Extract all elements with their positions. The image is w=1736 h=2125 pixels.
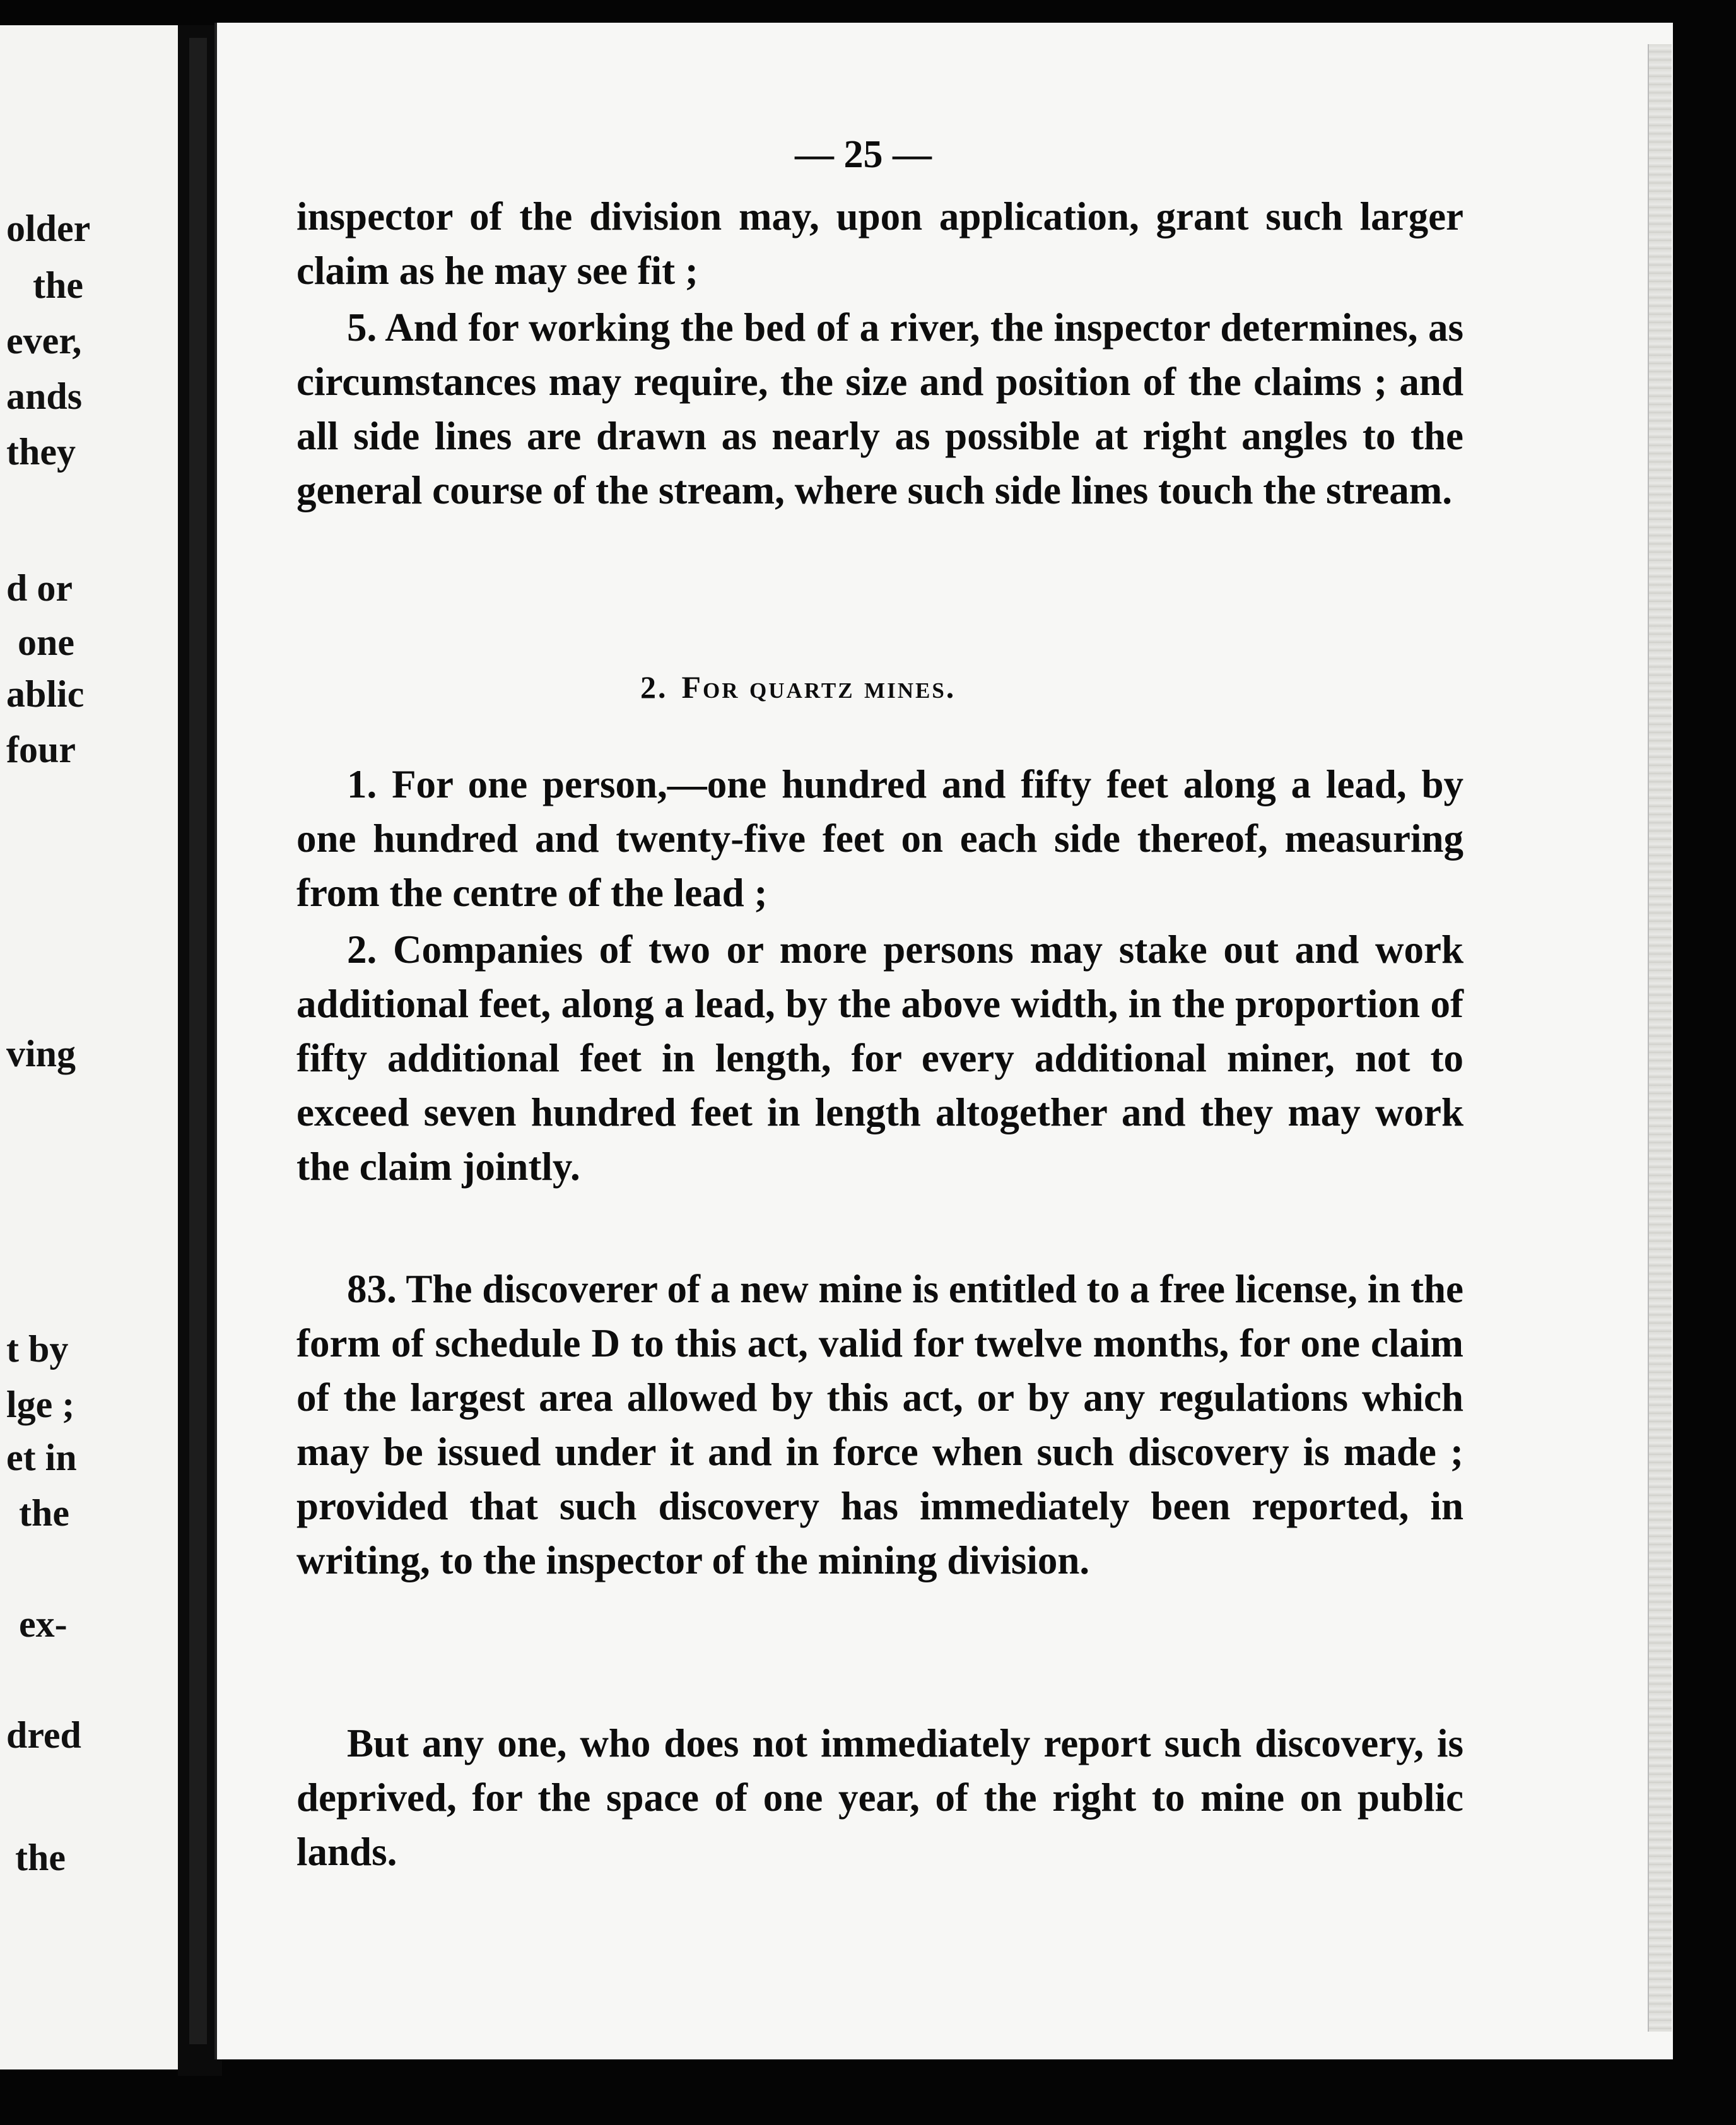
facing-page [0,25,178,2069]
article-83-proviso: But any one, who does not immediately report such discovery, is deprived, for the space of one year, of the right to mine on public lands. [296,1721,1463,1874]
facing-page-word: ving [6,1033,76,1074]
article-83: 83. The discoverer of a new mine is entitled to a free license, in the form of schedule D to this act, valid for twelve months, for one claim of the largest area allowed by this act, or by any regulations which may be issued under it and in force when such discovery is made ; provided that such discovery has immediately been reported, in writing, to the inspector of the mining division. [296,1267,1463,1582]
facing-page-word: the [15,1837,66,1878]
facing-page-word: one [18,621,74,663]
quartz-rule-2: 2. Companies of two or more persons may stake out and work additional feet, along a lead, by the above width, in the proportion of fifty additional feet in length, for every additional miner, not to exceed seven hundred feet in length altogether and they may work the claim jointly. [296,927,1463,1189]
section-heading [640,669,956,705]
page-edge-stack [1648,44,1672,2032]
facing-page-word: et in [6,1437,77,1478]
facing-page-word: ex- [19,1603,67,1645]
facing-page-word: ablic [6,673,85,715]
facing-page-word: ands [6,375,83,417]
facing-page-word: they [6,431,76,473]
section-number: 2. [640,669,668,705]
gutter-shadow [189,38,207,2044]
facing-page-word: ever, [6,320,82,362]
facing-page-word: dred [6,1714,81,1756]
facing-page-word: four [6,729,76,770]
facing-page-word: the [19,1492,69,1534]
paragraph-continuation: inspector of the division may, upon application, grant such larger claim as he may see fit ; [296,194,1463,293]
facing-page-word: lge ; [6,1384,75,1425]
facing-page-word: older [6,208,91,249]
quartz-rule-1: 1. For one person,—one hundred and fifty feet along a lead, by one hundred and twenty-five feet on each side thereof, measuring from the centre of the lead ; [296,762,1463,915]
page-number: — 25 — [795,133,932,176]
facing-page-word: d or [6,567,73,609]
section-title: For quartz mines. [681,669,956,705]
facing-page-word: the [33,264,83,306]
facing-page-word: t by [6,1328,69,1370]
paragraph-rule-5: 5. And for working the bed of a river, the inspector determines, as circumstances may require, the size and position of the claims ; and all side lines are drawn as nearly as possible at right angles to the general course of the stream, where such side lines touch the stream. [296,305,1463,512]
